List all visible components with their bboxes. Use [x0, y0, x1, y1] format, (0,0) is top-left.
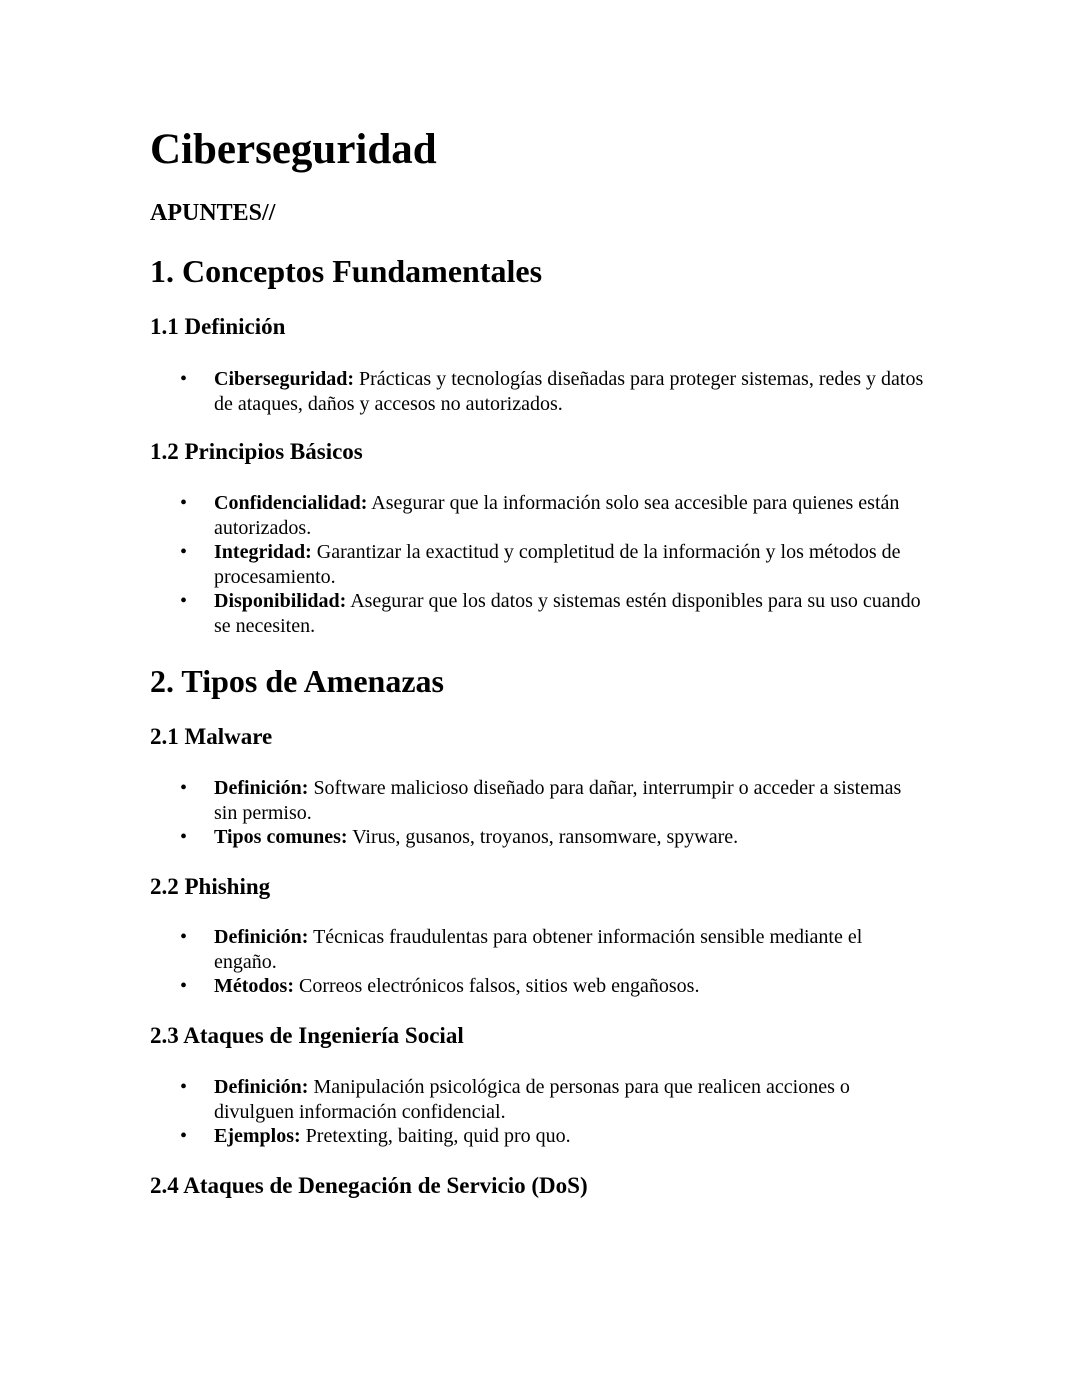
subsection-heading-malware: 2.1 Malware [150, 724, 273, 749]
bullet-icon: • [180, 590, 188, 612]
item-term: Definición: [214, 777, 309, 799]
bullet-list-malware [150, 776, 940, 850]
item-text: Asegurar que los datos y sistemas estén disponibles para su uso cuando se necesiten. [214, 590, 921, 637]
list-item [150, 367, 924, 416]
subsection-heading-phishing: 2.2 Phishing [150, 874, 271, 899]
item-text: Correos electrónicos falsos, sitios web engañosos. [298, 975, 700, 997]
section-heading-tipos-de-amenazas: 2. Tipos de Amenazas [150, 663, 444, 699]
bullet-icon: • [180, 975, 188, 997]
document-subtitle: APUNTES// [150, 200, 276, 226]
bullet-list-principios [150, 491, 940, 638]
bullet-icon: • [180, 1076, 188, 1098]
section-heading-conceptos-fundamentales: 1. Conceptos Fundamentales [150, 253, 543, 289]
list-item [150, 491, 924, 540]
item-term: Métodos: [214, 975, 294, 997]
bullet-icon: • [180, 492, 188, 514]
bullet-list-ingenieria-social [150, 1075, 940, 1149]
item-text: Pretexting, baiting, quid pro quo. [305, 1125, 571, 1147]
subsection-heading-definicion: 1.1 Definición [150, 314, 286, 339]
item-text: Técnicas fraudulentas para obtener información sensible mediante el engaño. [214, 926, 863, 973]
subsection-heading-ingenieria-social: 2.3 Ataques de Ingeniería Social [150, 1023, 464, 1048]
item-text: Manipulación psicológica de personas para que realicen acciones o divulguen información confidencial. [214, 1076, 850, 1123]
subsection-heading-principios-basicos: 1.2 Principios Básicos [150, 439, 363, 464]
item-term: Ciberseguridad: [214, 368, 354, 390]
item-term: Definición: [214, 926, 309, 948]
item-text: Virus, gusanos, troyanos, ransomware, spyware. [352, 826, 739, 848]
item-text: Software malicioso diseñado para dañar, interrumpir o acceder a sistemas sin permiso. [214, 777, 902, 824]
bullet-icon: • [180, 826, 188, 848]
list-item [150, 1075, 924, 1124]
list-item [150, 925, 924, 974]
item-text: Asegurar que la información solo sea accesible para quienes están autorizados. [214, 492, 900, 539]
bullet-icon: • [180, 926, 188, 948]
list-item [150, 825, 924, 850]
bullet-list-phishing [150, 925, 940, 999]
list-item [150, 776, 924, 825]
list-item [150, 1124, 924, 1149]
document-title: Ciberseguridad [150, 126, 437, 173]
bullet-icon: • [180, 1125, 188, 1147]
bullet-list-definicion [150, 367, 940, 416]
bullet-icon: • [180, 541, 188, 563]
item-term: Ejemplos: [214, 1125, 301, 1147]
item-text: Garantizar la exactitud y completitud de la información y los métodos de procesamiento. [214, 541, 901, 588]
bullet-icon: • [180, 777, 188, 799]
list-item [150, 589, 924, 638]
item-term: Definición: [214, 1076, 309, 1098]
item-term: Tipos comunes: [214, 826, 348, 848]
item-term: Integridad: [214, 541, 312, 563]
item-term: Confidencialidad: [214, 492, 368, 514]
subsection-heading-denegacion-de-servicio: 2.4 Ataques de Denegación de Servicio (DoS) [150, 1173, 588, 1198]
list-item [150, 974, 924, 999]
item-text: Prácticas y tecnologías diseñadas para proteger sistemas, redes y datos de ataques, daños y accesos no autorizados. [214, 368, 924, 415]
bullet-icon: • [180, 368, 188, 390]
item-term: Disponibilidad: [214, 590, 347, 612]
list-item [150, 540, 924, 589]
